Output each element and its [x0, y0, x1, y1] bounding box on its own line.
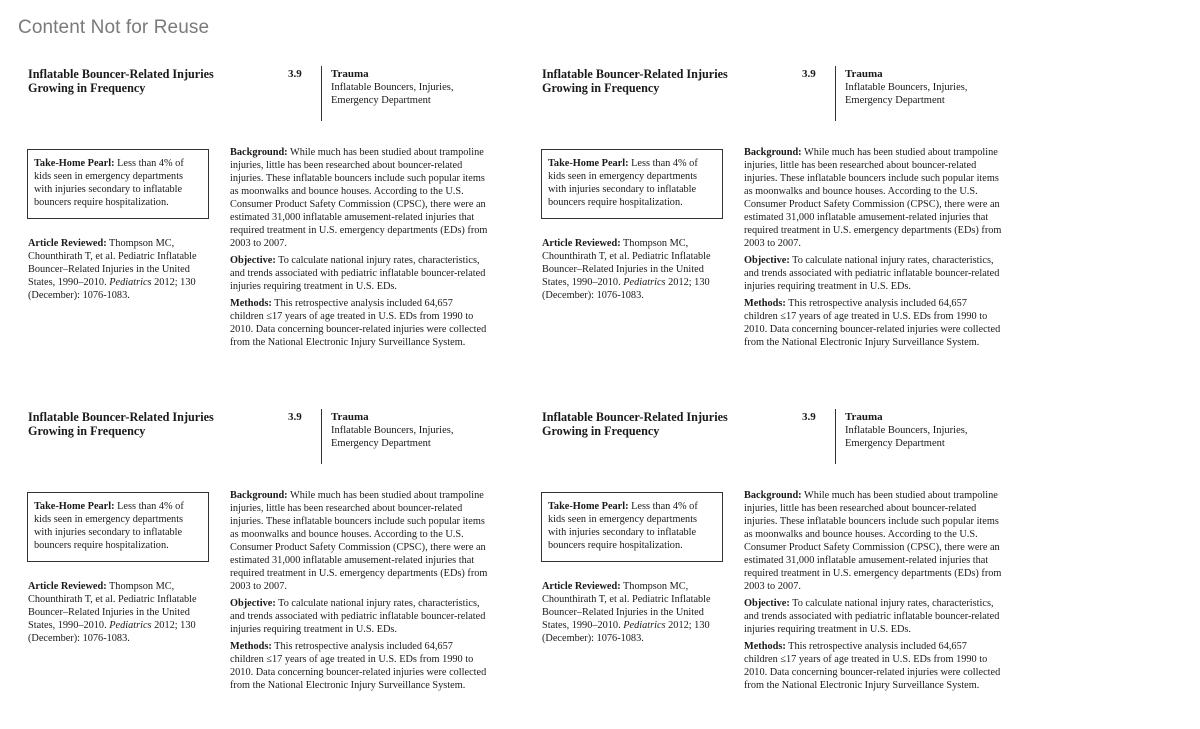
pearl-label: Take-Home Pearl: — [548, 501, 629, 512]
article-title: Inflatable Bouncer-Related Injuries Growing in Frequency — [28, 67, 214, 95]
article-number: 3.9 — [802, 68, 816, 80]
article-number: 3.9 — [288, 68, 302, 80]
objective-text: To calculate national injury rates, characteristics, and trends associated with pediatric inflatable bouncer-related injuries requiring treatment in U.S. EDs. — [744, 598, 1000, 635]
background-label: Background: — [230, 490, 288, 501]
divider-line — [835, 409, 836, 464]
objective-label: Objective: — [744, 598, 790, 609]
pearl-text: Less than 4% of kids seen in emergency departments with injuries secondary to inflatable bouncers require hospitalization. — [34, 501, 184, 551]
methods-section — [230, 297, 488, 349]
category-keywords: Inflatable Bouncers, Injuries, Emergency Department — [845, 425, 968, 449]
background-section — [744, 146, 1002, 250]
background-section — [230, 489, 488, 593]
article-reviewed — [28, 237, 206, 302]
category-block — [845, 68, 1015, 107]
review-tail: 2012; 130 (December): 1076-1083. — [28, 277, 196, 301]
methods-label: Methods: — [744, 298, 786, 309]
article-panel — [532, 64, 1012, 384]
objective-label: Objective: — [230, 255, 276, 266]
pearl-text: Less than 4% of kids seen in emergency departments with injuries secondary to inflatable bouncers require hospitalization. — [548, 501, 698, 551]
category-block — [331, 68, 501, 107]
review-label: Article Reviewed: — [542, 238, 621, 249]
divider-line — [321, 409, 322, 464]
article-title: Inflatable Bouncer-Related Injuries Growing in Frequency — [542, 410, 728, 438]
take-home-pearl-box — [27, 492, 209, 562]
article-reviewed — [28, 580, 206, 645]
objective-text: To calculate national injury rates, characteristics, and trends associated with pediatric inflatable bouncer-related injuries requiring treatment in U.S. EDs. — [230, 598, 486, 635]
article-title: Inflatable Bouncer-Related Injuries Growing in Frequency — [28, 410, 214, 438]
review-text: Thompson MC, Chounthirath T, et al. Pediatric Inflatable Bouncer–Related Injuries in the United States, 1990–2010. — [542, 238, 711, 288]
category-block — [331, 411, 501, 450]
pearl-text: Less than 4% of kids seen in emergency departments with injuries secondary to inflatable bouncers require hospitalization. — [548, 158, 698, 208]
article-reviewed — [542, 237, 720, 302]
category-keywords: Inflatable Bouncers, Injuries, Emergency Department — [331, 425, 454, 449]
article-panel — [18, 64, 498, 384]
objective-section — [230, 597, 488, 636]
objective-label: Objective: — [230, 598, 276, 609]
review-text: Thompson MC, Chounthirath T, et al. Pediatric Inflatable Bouncer–Related Injuries in the United States, 1990–2010. — [542, 581, 711, 631]
category-keywords: Inflatable Bouncers, Injuries, Emergency Department — [331, 82, 454, 106]
article-summary — [744, 146, 1002, 353]
article-summary — [230, 146, 488, 353]
background-label: Background: — [744, 147, 802, 158]
background-text: While much has been studied about trampoline injuries, little has been researched about bouncer-related injuries. These inflatable bouncers include such popular items as moonwalks and bounce houses. According to the U.S. Consumer Product Safety Commission (CPSC), there were an estimated 31,000 inflatable amusement-related injuries that required treatment in U.S. emergency departments (EDs) from 2003 to 2007. — [744, 147, 1002, 249]
methods-label: Methods: — [230, 641, 272, 652]
divider-line — [321, 66, 322, 121]
pearl-label: Take-Home Pearl: — [34, 158, 115, 169]
review-label: Article Reviewed: — [28, 238, 107, 249]
methods-section — [744, 640, 1002, 692]
review-label: Article Reviewed: — [28, 581, 107, 592]
take-home-pearl-box — [541, 492, 723, 562]
review-tail: 2012; 130 (December): 1076-1083. — [542, 277, 710, 301]
background-section — [744, 489, 1002, 593]
objective-label: Objective: — [744, 255, 790, 266]
objective-section — [744, 254, 1002, 293]
article-panel — [18, 407, 498, 727]
background-text: While much has been studied about trampoline injuries, little has been researched about bouncer-related injuries. These inflatable bouncers include such popular items as moonwalks and bounce houses. According to the U.S. Consumer Product Safety Commission (CPSC), there were an estimated 31,000 inflatable amusement-related injuries that required treatment in U.S. emergency departments (EDs) from 2003 to 2007. — [230, 147, 488, 249]
methods-label: Methods: — [230, 298, 272, 309]
methods-label: Methods: — [744, 641, 786, 652]
review-label: Article Reviewed: — [542, 581, 621, 592]
article-number: 3.9 — [288, 411, 302, 423]
review-text: Thompson MC, Chounthirath T, et al. Pediatric Inflatable Bouncer–Related Injuries in the United States, 1990–2010. — [28, 238, 197, 288]
methods-section — [744, 297, 1002, 349]
objective-section — [230, 254, 488, 293]
objective-section — [744, 597, 1002, 636]
take-home-pearl-box — [541, 149, 723, 219]
review-text: Thompson MC, Chounthirath T, et al. Pediatric Inflatable Bouncer–Related Injuries in the United States, 1990–2010. — [28, 581, 197, 631]
methods-text: This retrospective analysis included 64,657 children ≤17 years of age treated in U.S. EDs from 1990 to 2010. Data concerning bouncer-related injuries were collected from the National Electronic Injury Surveillance System. — [230, 641, 487, 691]
methods-section — [230, 640, 488, 692]
article-panel — [532, 407, 1012, 727]
objective-text: To calculate national injury rates, characteristics, and trends associated with pediatric inflatable bouncer-related injuries requiring treatment in U.S. EDs. — [230, 255, 486, 292]
article-summary — [230, 489, 488, 696]
methods-text: This retrospective analysis included 64,657 children ≤17 years of age treated in U.S. EDs from 1990 to 2010. Data concerning bouncer-related injuries were collected from the National Electronic Injury Surveillance System. — [744, 641, 1001, 691]
pearl-label: Take-Home Pearl: — [548, 158, 629, 169]
pearl-label: Take-Home Pearl: — [34, 501, 115, 512]
review-tail: 2012; 130 (December): 1076-1083. — [542, 620, 710, 644]
review-journal: Pediatrics — [623, 620, 666, 631]
article-title: Inflatable Bouncer-Related Injuries Growing in Frequency — [542, 67, 728, 95]
review-journal: Pediatrics — [109, 277, 152, 288]
pearl-text: Less than 4% of kids seen in emergency departments with injuries secondary to inflatable bouncers require hospitalization. — [34, 158, 184, 208]
category-title: Trauma — [845, 411, 883, 423]
review-journal: Pediatrics — [109, 620, 152, 631]
watermark-text: Content Not for Reuse — [18, 17, 210, 38]
objective-text: To calculate national injury rates, characteristics, and trends associated with pediatric inflatable bouncer-related injuries requiring treatment in U.S. EDs. — [744, 255, 1000, 292]
background-label: Background: — [744, 490, 802, 501]
background-label: Background: — [230, 147, 288, 158]
background-text: While much has been studied about trampoline injuries, little has been researched about bouncer-related injuries. These inflatable bouncers include such popular items as moonwalks and bounce houses. According to the U.S. Consumer Product Safety Commission (CPSC), there were an estimated 31,000 inflatable amusement-related injuries that required treatment in U.S. emergency departments (EDs) from 2003 to 2007. — [744, 490, 1002, 592]
take-home-pearl-box — [27, 149, 209, 219]
background-text: While much has been studied about trampoline injuries, little has been researched about bouncer-related injuries. These inflatable bouncers include such popular items as moonwalks and bounce houses. According to the U.S. Consumer Product Safety Commission (CPSC), there were an estimated 31,000 inflatable amusement-related injuries that required treatment in U.S. emergency departments (EDs) from 2003 to 2007. — [230, 490, 488, 592]
methods-text: This retrospective analysis included 64,657 children ≤17 years of age treated in U.S. EDs from 1990 to 2010. Data concerning bouncer-related injuries were collected from the National Electronic Injury Surveillance System. — [744, 298, 1001, 348]
category-block — [845, 411, 1015, 450]
category-title: Trauma — [845, 68, 883, 80]
category-title: Trauma — [331, 411, 369, 423]
divider-line — [835, 66, 836, 121]
review-journal: Pediatrics — [623, 277, 666, 288]
article-summary — [744, 489, 1002, 696]
article-number: 3.9 — [802, 411, 816, 423]
background-section — [230, 146, 488, 250]
article-reviewed — [542, 580, 720, 645]
category-title: Trauma — [331, 68, 369, 80]
methods-text: This retrospective analysis included 64,657 children ≤17 years of age treated in U.S. EDs from 1990 to 2010. Data concerning bouncer-related injuries were collected from the National Electronic Injury Surveillance System. — [230, 298, 487, 348]
review-tail: 2012; 130 (December): 1076-1083. — [28, 620, 196, 644]
category-keywords: Inflatable Bouncers, Injuries, Emergency Department — [845, 82, 968, 106]
